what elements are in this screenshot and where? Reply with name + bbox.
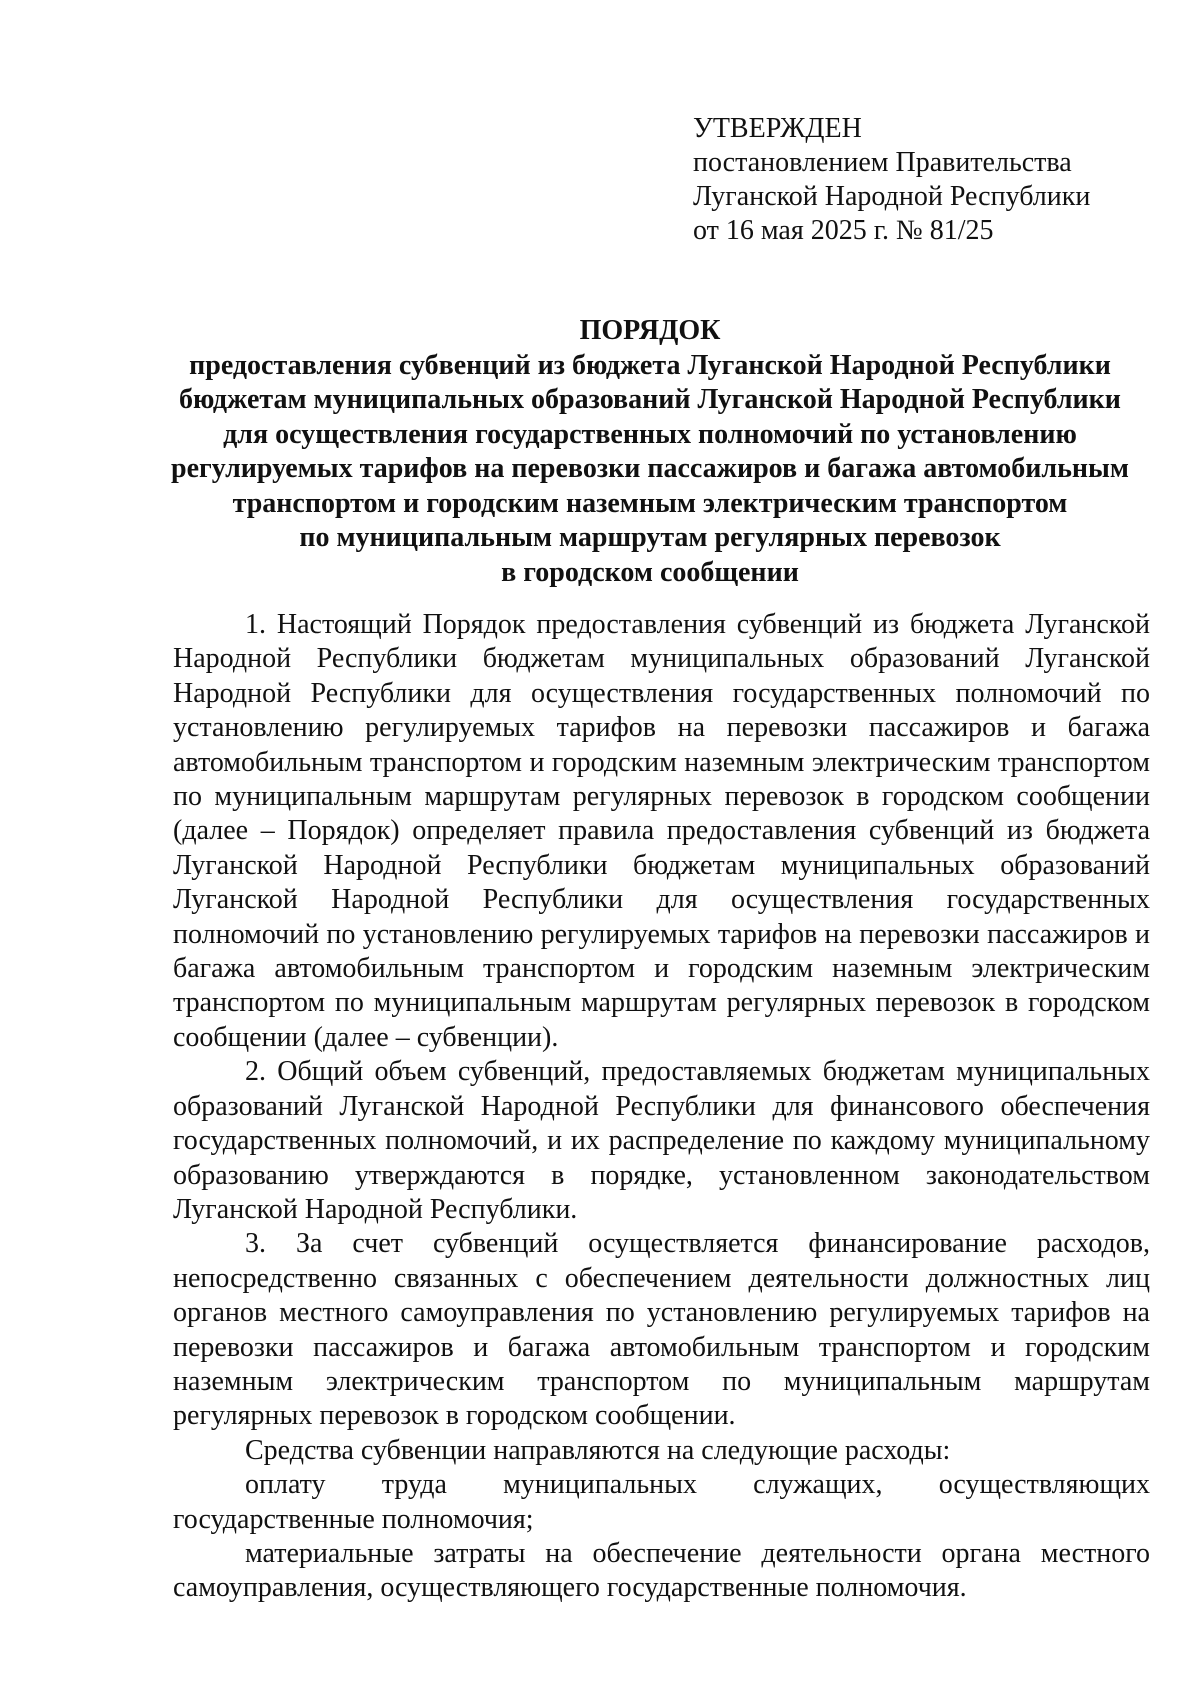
document-body xyxy=(173,608,1150,1606)
paragraph-2: 2. Общий объем субвенций, предоставляемых бюджетам муниципальных образований Луганской Народной Республики для финансового обеспечения государственных полномочий, и их распределение по каждому муниципальному образованию утверждаются в порядке, установленном законодательством Луганской Народной Республики. xyxy=(173,1056,1150,1225)
title-heading: ПОРЯДОК xyxy=(579,315,721,346)
document-title xyxy=(150,314,1150,590)
title-line: бюджетам муниципальных образований Луганской Народной Республики xyxy=(179,384,1121,415)
title-line: по муниципальным маршрутам регулярных перевозок xyxy=(299,522,1001,553)
expense-item-salary: оплату труда муниципальных служащих, осуществляющих государственные полномочия; xyxy=(173,1469,1150,1535)
title-line: транспортом и городским наземным электрическим транспортом xyxy=(232,487,1068,519)
approval-stamp xyxy=(693,112,1153,248)
paragraph-1: 1. Настоящий Порядок предоставления субвенций из бюджета Луганской Народной Республики бюджетам муниципальных образований Луганской Народной Республики для осуществления государственных полномочий по установлению регулируемых тарифов на перевозки пассажиров и багажа автомобильным транспортом и городским наземным электрическим транспортом по муниципальным маршрутам регулярных перевозок в городском сообщении (далее – Порядок) определяет правила предоставления субвенций из бюджета Луганской Народной Республики бюджетам муниципальных образований Луганской Народной Республики для осуществления государственных полномочий по установлению регулируемых тарифов на перевозки пассажиров и багажа автомобильным транспортом и городским наземным электрическим транспортом по муниципальным маршрутам регулярных перевозок в городском сообщении (далее – субвенции). xyxy=(173,609,1150,1053)
approval-authority: постановлением Правительства xyxy=(693,147,1072,178)
paragraph-3: 3. За счет субвенций осуществляется финансирование расходов, непосредственно связанных с обеспечением деятельности должностных лиц органов местного самоуправления по установлению регулируемых тарифов на перевозки пассажиров и багажа автомобильным транспортом и городским наземным электрическим транспортом по муниципальным маршрутам регулярных перевозок в городском сообщении. xyxy=(173,1228,1150,1432)
title-line: для осуществления государственных полномочий по установлению xyxy=(223,418,1077,450)
expense-item-materials: материальные затраты на обеспечение деятельности органа местного самоуправления, осуществляющего государственные полномочия. xyxy=(173,1537,1150,1604)
title-line: регулируемых тарифов на перевозки пассажиров и багажа автомобильным xyxy=(171,453,1129,484)
approval-date-number: от 16 мая 2025 г. № 81/25 xyxy=(693,215,994,246)
title-line: в городском сообщении xyxy=(501,556,799,588)
approval-government: Луганской Народной Республики xyxy=(693,181,1091,212)
title-line: предоставления субвенций из бюджета Луганской Народной Республики xyxy=(189,349,1111,381)
approval-status: УТВЕРЖДЕН xyxy=(693,113,862,144)
expenses-intro: Средства субвенции направляются на следующие расходы: xyxy=(245,1434,951,1466)
